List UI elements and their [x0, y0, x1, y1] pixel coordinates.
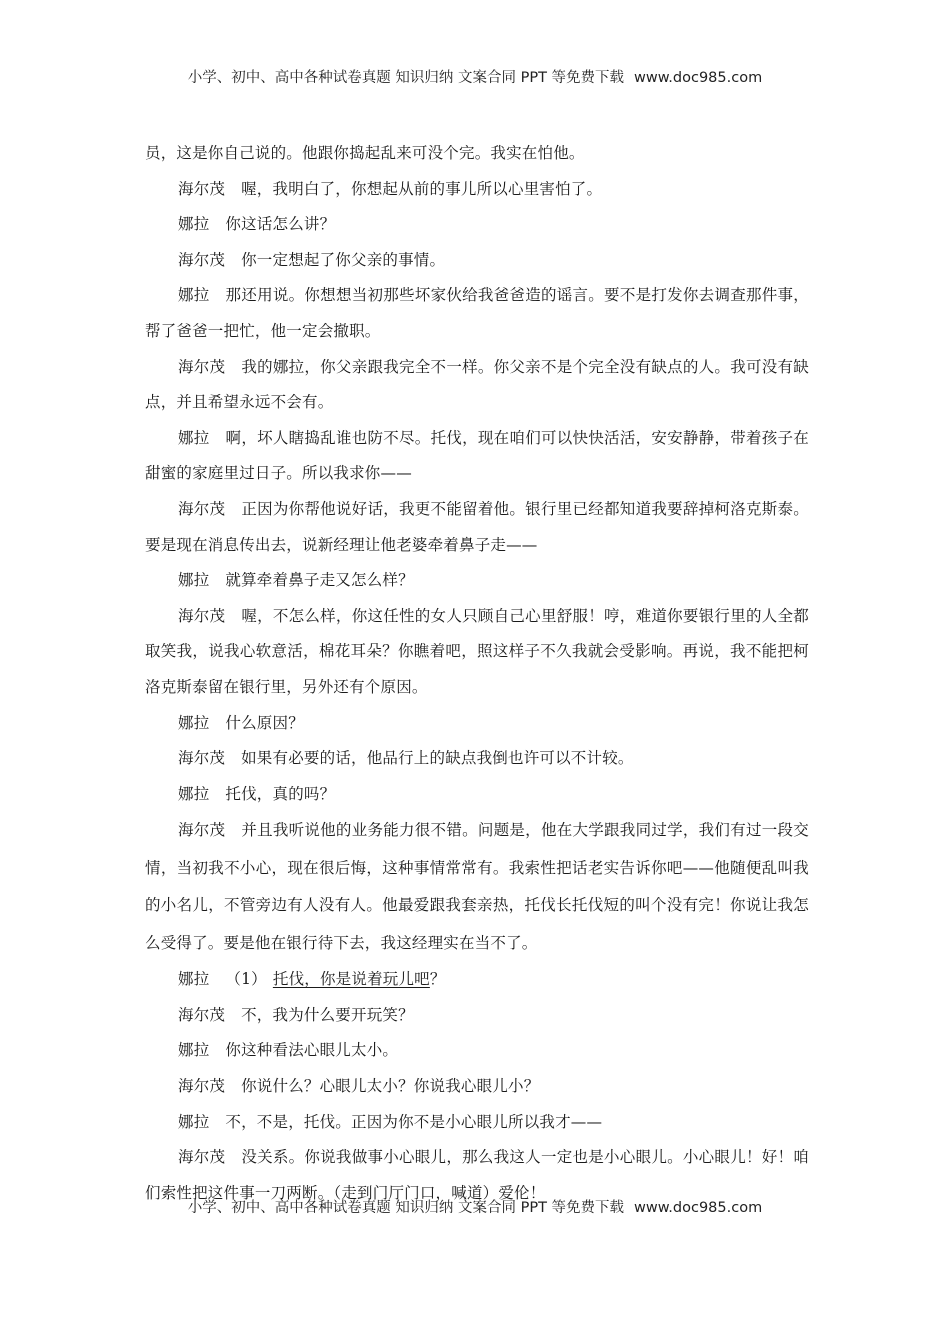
- dialogue-line: [145, 706, 809, 742]
- dialogue-line: [145, 421, 809, 492]
- speaker-name: 娜拉: [178, 713, 210, 732]
- line-text: 啊，坏人瞎捣乱谁也防不尽。托伐，现在咱们可以快快活活，安安静静，带着孩子在甜蜜的家庭里过日子。所以我求你——: [145, 428, 809, 483]
- line-text: 员，这是你自己说的。他跟你捣起乱来可没个完。我实在怕他。: [145, 144, 585, 162]
- footer-banner-text: 小学、初中、高中各种试卷真题 知识归纳 文案合同 PPT 等免费下载: [187, 1200, 625, 1216]
- speaker-name: 娜拉: [178, 571, 210, 590]
- line-text: 没关系。你说我做事小心眼儿，那么我这人一定也是小心眼儿。小心眼儿！好！咱们索性把这件事一刀两断。（走到门厅门口，喊道）爱伦！: [145, 1148, 809, 1202]
- header-site-link[interactable]: www.doc985.com: [634, 70, 763, 86]
- line-text: 不，不是，托伐。正因为你不是小心眼儿所以我才——: [225, 1112, 603, 1131]
- speaker-name: 海尔茂: [178, 179, 226, 198]
- dialogue-line-question: [145, 962, 809, 998]
- line-text: ？: [429, 970, 446, 989]
- line-text: 喔，不怎么样，你这任性的女人只顾自己心里舒服！哼，难道你要银行里的人全都取笑我，说我心软意活，棉花耳朵？你瞧着吧，照这样子不久我就会受影响。再说，我不能把柯洛克斯泰留在银行里，另外还有个原因。: [145, 606, 809, 696]
- line-text: 你说什么？心眼儿太小？你说我心眼儿小？: [241, 1077, 540, 1096]
- speaker-name: 娜拉: [178, 286, 210, 305]
- line-text: 并且我听说他的业务能力很不错。问题是，他在大学跟我同过学，我们有过一段交情，当初我不小心，现在很后悔，这种事情常常有。我索性把话老实告诉你吧——他随便乱叫我的小名儿，不管旁边有人没有人。他最爱跟我套亲热，托伐长托伐短的叫个没有完！你说让我怎么受得了。要是他在银行待下去，我这经理实在当不了。: [145, 821, 809, 952]
- line-text: 托伐，真的吗？: [225, 784, 336, 803]
- line-text: 什么原因？: [225, 713, 304, 732]
- line-text: 不，我为什么要开玩笑？: [241, 1005, 414, 1024]
- speaker-name: 海尔茂: [178, 250, 226, 269]
- dialogue-line: [145, 243, 809, 279]
- dialogue-line: [145, 278, 809, 349]
- speaker-name: 娜拉: [178, 784, 210, 803]
- speaker-name: 娜拉: [178, 428, 210, 447]
- line-text: 我的娜拉，你父亲跟我完全不一样。你父亲不是个完全没有缺点的人。我可没有缺点，并且希望永远不会有。: [145, 357, 809, 412]
- dialogue-line: [145, 563, 809, 599]
- dialogue-line: [145, 1033, 809, 1069]
- speaker-name: 海尔茂: [178, 606, 226, 625]
- speaker-name: 海尔茂: [178, 1148, 226, 1167]
- footer-banner: [0, 1196, 950, 1217]
- header-banner-text: 小学、初中、高中各种试卷真题 知识归纳 文案合同 PPT 等免费下载: [187, 70, 625, 86]
- speaker-name: 娜拉: [178, 1041, 210, 1060]
- dialogue-line: [145, 1069, 809, 1105]
- line-text: 你这话怎么讲？: [225, 215, 336, 234]
- speaker-name: 娜拉: [178, 215, 210, 234]
- speaker-name: 海尔茂: [178, 1005, 226, 1024]
- line-text: 那还用说。你想想当初那些坏家伙给我爸爸造的谣言。要不是打发你去调查那件事，帮了爸爸一把忙，他一定会撤职。: [145, 286, 809, 340]
- footer-site-link[interactable]: www.doc985.com: [634, 1200, 763, 1216]
- dialogue-line: [145, 741, 809, 777]
- line-text: 你一定想起了你父亲的事情。: [241, 250, 446, 269]
- dialogue-line: [145, 350, 809, 421]
- dialogue-line: [145, 777, 809, 813]
- dialogue-line: [145, 1105, 809, 1141]
- dialogue-line: [145, 998, 809, 1034]
- script-text: [145, 136, 809, 1211]
- line-text: 如果有必要的话，他品行上的缺点我倒也许可以不计较。: [241, 749, 634, 768]
- speaker-name: 海尔茂: [178, 821, 226, 840]
- line-text: 就算牵着鼻子走又怎么样？: [225, 571, 414, 590]
- dialogue-line: [145, 492, 809, 563]
- line-text: 正因为你帮他说好话，我更不能留着他。银行里已经都知道我要辞掉柯洛克斯泰。要是现在消息传出去，说新经理让他老婆牵着鼻子走——: [145, 499, 809, 554]
- dialogue-line: [145, 599, 809, 706]
- speaker-name: 海尔茂: [178, 749, 226, 768]
- line-text: 喔，我明白了，你想起从前的事儿所以心里害怕了。: [241, 179, 603, 198]
- line-text: 你这种看法心眼儿太小。: [225, 1041, 399, 1060]
- continuation-line: [145, 136, 809, 172]
- speaker-name: 海尔茂: [178, 499, 226, 518]
- dialogue-line: [145, 172, 809, 208]
- dialogue-line: [145, 207, 809, 243]
- header-banner: [0, 66, 950, 87]
- speaker-name: 娜拉: [178, 970, 210, 989]
- dialogue-line: [145, 812, 809, 962]
- question-marker: （1）: [225, 970, 267, 989]
- speaker-name: 娜拉: [178, 1112, 210, 1131]
- underlined-sentence: 托伐，你是说着玩儿吧: [272, 970, 430, 989]
- speaker-name: 海尔茂: [178, 1077, 226, 1096]
- speaker-name: 海尔茂: [178, 357, 226, 376]
